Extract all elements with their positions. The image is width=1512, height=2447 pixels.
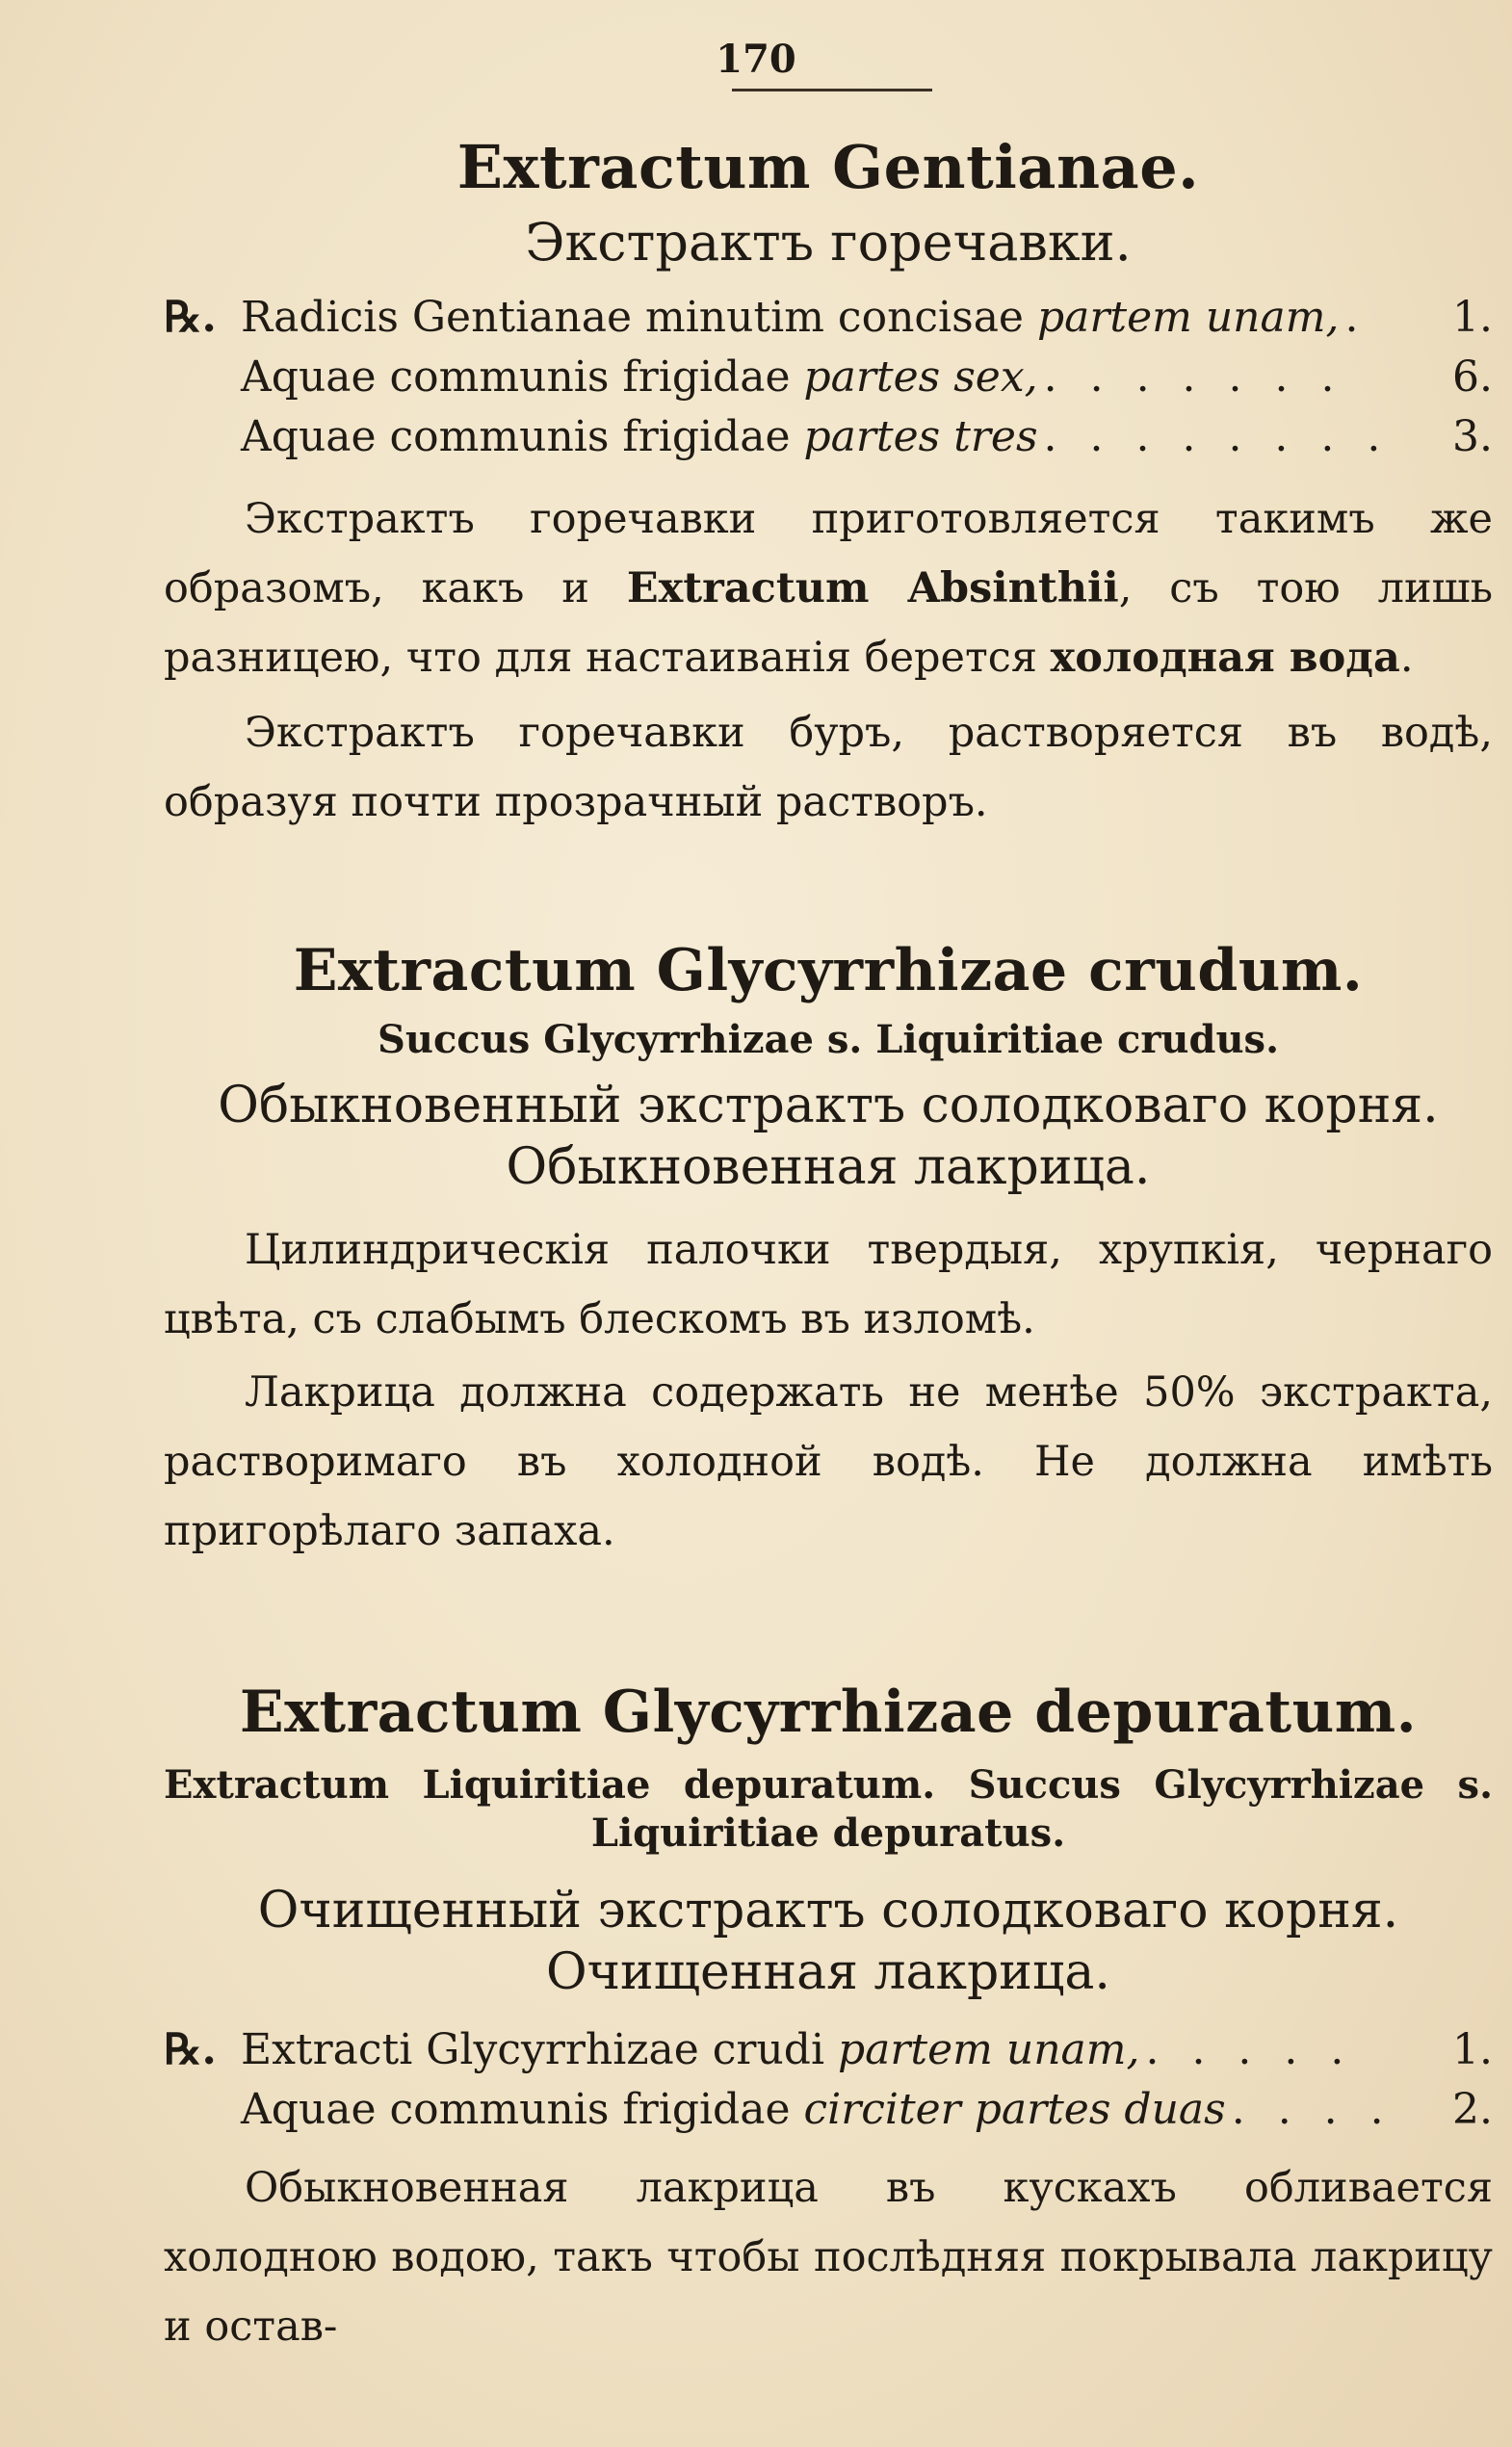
section-title: Extractum Glycyrrhizae depuratum. [239,1679,1418,1746]
section-synonym: Extractum Liquiritiae depuratum. Succus Glycyrrhizae s. Liquiritiae depuratus. [164,1762,1493,1856]
section-synonym: Succus Glycyrrhizae s. Liquiritiae crudus. [377,1017,1279,1062]
paragraph: Экстрактъ горечавки приготовляется такимъ же образомъ, какъ и Extractum Absinthii, съ тою лишь разницею, что для настаиванія берется холодная вода. [164,494,1493,682]
recipe [164,288,1493,467]
bold-term: холодная вода [1050,633,1400,682]
recipe-amount: 2. [1452,2084,1493,2134]
recipe-amount: 3. [1452,411,1493,461]
section-russian-title: Обыкновенный экстрактъ солодковаго корня. [218,1077,1439,1134]
recipe-line [164,288,1493,348]
recipe-amount: 6. [1452,351,1493,402]
section-title: Extractum Gentianae. [456,132,1200,202]
paragraph: Экстрактъ горечавки буръ, растворяется въ водѣ, образуя почти прозрачный растворъ. [164,708,1493,826]
leader-dots: . . . . [1231,2084,1394,2134]
recipe-symbol: ℞. [164,292,217,342]
bold-term: Extractum Absinthii [626,563,1119,612]
recipe-amount: 1. [1452,292,1493,342]
page-number-rule [732,89,932,91]
recipe [164,2020,1493,2140]
section-russian-title: Экстрактъ горечавки. [525,212,1132,273]
recipe-ingredient: Aquae communis frigidae partes sex, [241,351,1038,402]
recipe-amount: 1. [1452,2024,1493,2074]
section-title: Extractum Glycyrrhizae crudum. [293,937,1364,1004]
leader-dots: . . . . . . . . [1043,411,1391,461]
section-gentianae [164,132,1493,837]
leader-dots: . . . . . . . [1043,351,1344,402]
recipe-line [164,2020,1493,2080]
recipe-line [164,2080,1493,2140]
paragraph: Цилиндрическія палочки твердыя, хрупкія, чернаго цвѣта, съ слабымъ блескомъ въ изломѣ. [164,1225,1493,1343]
recipe-symbol: ℞. [164,2024,217,2074]
recipe-line [164,348,1493,407]
leader-dots: . . . . . [1145,2024,1354,2074]
section-russian-subtitle: Очищенная лакрица. [546,1943,1110,2002]
recipe-ingredient: Aquae communis frigidae circiter partes duas [241,2084,1226,2134]
paragraph: Лакрица должна содержать не менѣе 50% экстракта, растворимаго въ холодной водѣ. Не должна имѣть пригорѣлаго запаха. [164,1367,1493,1555]
section-russian-title: Очищенный экстрактъ солодковаго корня. [257,1882,1399,1939]
recipe-ingredient: Aquae communis frigidae partes tres [241,411,1038,461]
section-glycyrrhizae-crudum [164,939,1493,1566]
section-glycyrrhizae-depuratum [164,1680,1493,2361]
section-russian-subtitle: Обыкновенная лакрица. [506,1138,1151,1197]
leader-dots: . [1344,292,1369,342]
recipe-ingredient: Extracti Glycyrrhizae crudi partem unam, [241,2024,1140,2074]
page-number: 170 [716,37,796,82]
paragraph: Обыкновенная лакрица въ кускахъ обливается холодною водою, такъ чтобы послѣдняя покрывала лакрицу и остав- [164,2163,1493,2351]
recipe-line [164,407,1493,467]
recipe-ingredient: Radicis Gentianae minutim concisae partem unam, [241,292,1340,342]
